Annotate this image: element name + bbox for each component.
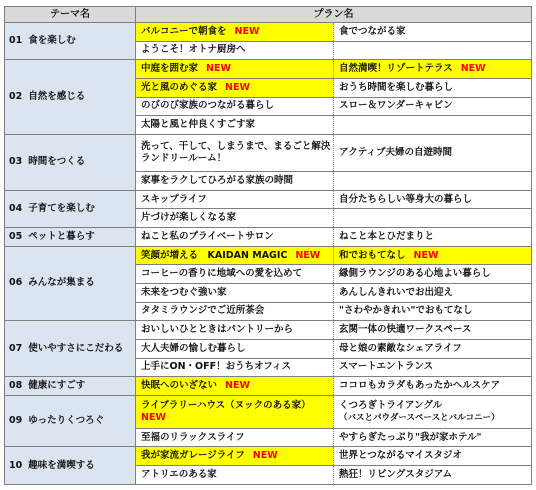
new-badge: NEW [252,450,278,462]
theme-cell [5,60,136,135]
plan-name: スキップライフ [141,193,207,205]
plan-row [5,134,532,171]
plan-row [5,190,532,209]
plan-name: 至福のリラックスライフ [141,431,245,443]
theme-cell [5,23,136,60]
theme-name: 趣味を満喫する [28,459,95,471]
plan-name: おうち時間を楽しむ暮らし [339,81,454,93]
plan-cell-right [334,60,532,79]
plan-name: 大人夫婦の愉しむ暮らし [141,342,246,354]
plan-cell-left [136,78,334,97]
plan-name: のびのび家族のつながる暮らし [141,100,275,112]
plan-cell-left [136,134,334,171]
plan-name: 上手にON・OFF！おうちオフィス [141,361,292,373]
plan-cell-left [136,172,334,191]
plan-name: くつろぎトライアングル [339,399,443,411]
plan-cell-left [136,209,334,228]
plan-cell-left [136,265,334,284]
plan-row [5,447,532,466]
plan-name: あんしんきれいでお出迎え [339,286,454,298]
plan-name: 熱狂！リビングスタジアム [339,469,453,480]
plan-cell-right [334,97,532,116]
plan-cell-left [136,302,334,321]
plan-subtitle: （バスとパウダースペースとバルコニー） [339,412,500,423]
plan-cell-right [334,321,532,340]
plan-name: 洗って、干して、しまうまで、まるごと解決ランドリールーム！ [141,140,331,164]
plan-cell-left [136,190,334,209]
plan-row [5,321,532,340]
plan-cell-right [334,302,532,321]
new-badge: NEW [413,249,439,261]
theme-number: 09 [9,415,23,427]
plan-cell-left [136,321,334,340]
plan-name: おいしいひとときはパントリーから [141,324,294,336]
plan-name: 光と風のめぐる家 [141,81,218,93]
plan-name: やすらぎたっぷり"我が家ホテル" [339,431,482,443]
plan-cell-left [136,246,334,265]
plan-cell-right [334,428,532,447]
plan-cell-left [136,41,334,60]
plan-name: 自然満喫！リゾートテラス [339,63,453,75]
theme-number: 03 [9,156,23,168]
plan-header: プラン名 [136,7,532,23]
plan-cell-left [136,339,334,358]
plan-cell-right [334,447,532,466]
plan-row [5,246,532,265]
plan-cell-right [334,466,532,485]
new-badge: NEW [295,249,321,261]
theme-name: ゆったりくつろぐ [28,415,105,427]
theme-name: 健康にすごす [28,380,86,391]
plan-cell-right [334,339,532,358]
plan-cell-right [334,395,532,428]
plan-cell-right [334,228,532,247]
new-badge: NEW [225,380,250,391]
theme-cell [5,134,136,190]
theme-name: 時間をつくる [28,156,86,168]
plan-cell-left [136,283,334,302]
theme-number: 06 [9,277,23,289]
plan-cell-right [334,134,532,171]
theme-cell [5,228,136,247]
plan-cell-left [136,447,334,466]
plan-row [5,23,532,42]
theme-name: ペットと暮らす [28,230,95,242]
header-row [5,7,532,23]
plan-name: スマートエントランス [339,361,434,373]
plan-table [4,6,532,485]
plan-name: 自分たちらしい等身大の暮らし [339,193,473,205]
theme-number: 02 [9,91,23,103]
plan-name: アクティブ夫婦の自遊時間 [339,146,452,158]
theme-number: 04 [9,202,23,214]
plan-cell-left [136,395,334,428]
plan-name: 太陽と風と仲良くすごす家 [141,119,256,131]
plan-cell-right [334,265,532,284]
theme-name: 使いやすさにこだわる [28,342,124,354]
plan-cell-right [334,358,532,377]
plan-name: "さわやかきれい"でおもてなし [339,305,473,317]
plan-name: 母と娘の素敵なシェアライフ [339,342,462,354]
plan-name: ねこと本とひだまりと [339,230,435,242]
theme-name: 自然を感じる [28,91,86,103]
plan-cell-left [136,466,334,485]
plan-name: 和でおもてなし [339,249,406,261]
theme-name: 子育てを楽しむ [28,202,95,214]
new-badge: NEW [460,63,486,75]
plan-cell-right [334,116,532,135]
plan-cell-right [334,246,532,265]
theme-number: 07 [9,342,23,354]
plan-cell-left [136,23,334,42]
plan-name: 我が家流ガレージライフ [141,450,245,462]
plan-name: 玄関一体の快適ワークスペース [339,324,472,336]
plan-cell-right [334,190,532,209]
plan-name: ライブラリーハウス（ヌックのある家） [141,399,311,411]
plan-name: 未来をつむぐ強い家 [141,286,227,298]
plan-row [5,228,532,247]
plan-cell-left [136,228,334,247]
theme-number: 10 [9,459,23,471]
plan-name: タタミラウンジでご近所茶会 [141,305,265,317]
plan-cell-left [136,358,334,377]
plan-cell-left [136,60,334,79]
plan-cell-left [136,428,334,447]
theme-cell [5,447,136,485]
plan-name: 快眠へのいざない [141,380,218,391]
plan-cell-right [334,172,532,191]
plan-cell-left [136,116,334,135]
theme-header: テーマ名 [5,7,136,23]
plan-name: バルコニーで朝食を [141,25,227,37]
plan-row [5,377,532,396]
theme-name: 食を楽しむ [28,35,76,47]
theme-number: 08 [9,380,23,391]
plan-name: 世界とつながるマイスタジオ [339,450,463,462]
theme-number: 01 [9,35,23,47]
plan-body [5,23,532,485]
theme-cell [5,395,136,447]
plan-cell-right [334,209,532,228]
theme-cell [5,190,136,227]
new-badge: NEW [225,81,250,93]
theme-number: 05 [9,230,23,242]
plan-name: 片づけが楽しくなる家 [141,212,237,224]
plan-cell-right [334,41,532,60]
plan-name: 笑顔が増える KAIDAN MAGIC [141,249,288,261]
plan-row [5,395,532,428]
plan-name: ようこそ！オトナ厨房へ [141,44,246,56]
plan-cell-right [334,377,532,396]
theme-name: みんなが集まる [28,277,95,289]
new-badge: NEW [234,25,260,37]
plan-name: 縁側ラウンジのある心地よい暮らし [339,268,491,280]
plan-name: コーヒーの香りに地域への愛を込めて [141,268,303,280]
plan-cell-right [334,23,532,42]
theme-cell [5,246,136,321]
theme-cell [5,377,136,396]
plan-name: ねこと私のプライベートサロン [141,230,274,242]
plan-row [5,60,532,79]
plan-name: 家事をラクしてひろがる家族の時間 [141,174,294,186]
theme-cell [5,321,136,377]
plan-name: アトリエのある家 [141,469,217,480]
plan-name: 食でつながる家 [339,25,406,37]
plan-cell-left [136,97,334,116]
new-badge: NEW [206,63,231,75]
plan-cell-left [136,377,334,396]
plan-cell-right [334,283,532,302]
new-badge: NEW [141,411,166,423]
plan-name: 中庭を囲む家 [141,63,199,75]
plan-name: ココロもカラダもあったかヘルスケア [339,380,501,391]
plan-name: スロー＆ワンダーキャビン [339,100,453,112]
plan-cell-right [334,78,532,97]
